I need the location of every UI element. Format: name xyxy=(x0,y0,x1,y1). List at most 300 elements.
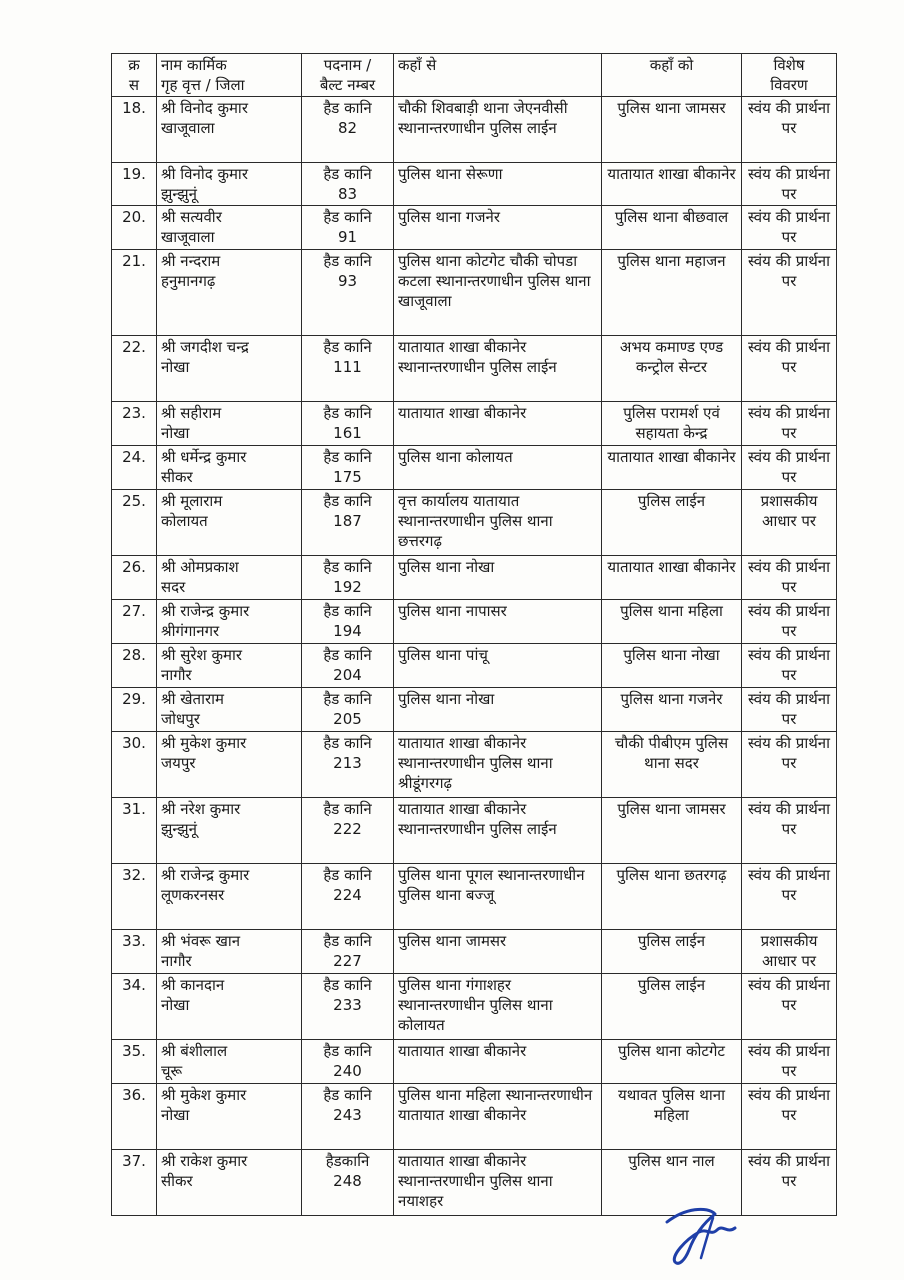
serial-number: 28. xyxy=(122,646,146,664)
remarks-cell xyxy=(742,688,837,732)
serial-number: 34. xyxy=(122,976,146,994)
name-cell xyxy=(157,1084,302,1150)
home-district: जयपुर xyxy=(161,754,196,772)
name-cell xyxy=(157,732,302,798)
table-row xyxy=(112,490,837,556)
to-cell xyxy=(602,556,742,600)
serial-cell xyxy=(112,490,157,556)
to-cell xyxy=(602,336,742,402)
home-district: कोलायत xyxy=(161,512,208,530)
table-row xyxy=(112,402,837,446)
employee-name: श्री सहीराम xyxy=(161,404,222,422)
to-cell xyxy=(602,1084,742,1150)
remarks: स्वंय की प्रार्थना पर xyxy=(747,734,831,772)
transfer-to: पुलिस थाना जामसर xyxy=(617,800,726,818)
serial-number: 31. xyxy=(122,800,146,818)
home-district: झुन्झुनूं xyxy=(161,820,197,838)
from-cell xyxy=(394,336,602,402)
remarks-cell xyxy=(742,446,837,490)
belt-number: 243 xyxy=(333,1106,362,1124)
designation: हैड कानि xyxy=(323,646,372,664)
from-cell xyxy=(394,163,602,206)
employee-name: श्री बंशीलाल xyxy=(161,1042,228,1060)
belt-number: 233 xyxy=(333,996,362,1014)
employee-name: श्री राजेन्द्र कुमार xyxy=(161,866,250,884)
remarks: स्वंय की प्रार्थना पर xyxy=(747,1042,831,1080)
employee-name: श्री राजेन्द्र कुमार xyxy=(161,602,250,620)
remarks-cell xyxy=(742,490,837,556)
to-cell xyxy=(602,644,742,688)
belt-number: 93 xyxy=(337,272,358,290)
home-district: सीकर xyxy=(161,1172,193,1190)
employee-name: श्री विनोद कुमार xyxy=(161,99,248,117)
designation: हैड कानि xyxy=(323,734,372,752)
transfer-to: पुलिस थाना छतरगढ़ xyxy=(616,866,727,884)
belt-number: 205 xyxy=(333,710,362,728)
home-district: खाजूवाला xyxy=(161,119,215,137)
remarks-cell xyxy=(742,250,837,336)
home-district: लूणकरनसर xyxy=(161,886,225,904)
home-district: नागौर xyxy=(161,952,192,970)
serial-number: 27. xyxy=(122,602,146,620)
post-cell xyxy=(302,250,394,336)
serial-cell xyxy=(112,1150,157,1216)
transfer-from: पुलिस थाना पूगल स्थानान्तरणाधीन पुलिस थाना बज्जू xyxy=(398,866,585,904)
post-cell xyxy=(302,1040,394,1084)
post-cell xyxy=(302,97,394,163)
serial-cell xyxy=(112,446,157,490)
home-district: श्रीगंगानगर xyxy=(161,622,220,640)
serial-cell xyxy=(112,1040,157,1084)
employee-name: श्री विनोद कुमार xyxy=(161,165,248,183)
name-cell xyxy=(157,600,302,644)
designation: हैड कानि xyxy=(323,99,372,117)
belt-number: 111 xyxy=(333,358,362,376)
designation: हैडकानि xyxy=(325,1152,370,1170)
name-cell xyxy=(157,974,302,1040)
remarks-cell xyxy=(742,97,837,163)
belt-number: 192 xyxy=(333,578,362,596)
belt-number: 222 xyxy=(333,820,362,838)
transfer-to: पुलिस थान नाल xyxy=(628,1152,715,1170)
serial-number: 37. xyxy=(122,1152,146,1170)
belt-number: 204 xyxy=(333,666,362,684)
from-cell xyxy=(394,1084,602,1150)
transfer-to: पुलिस लाईन xyxy=(637,492,706,510)
home-district: सदर xyxy=(161,578,186,596)
serial-cell xyxy=(112,250,157,336)
table-row xyxy=(112,336,837,402)
serial-number: 18. xyxy=(122,99,146,117)
transfer-from: पुलिस थाना जामसर xyxy=(398,932,507,950)
transfer-from: चौकी शिवबाड़ी थाना जेएनवीसी स्थानान्तरणाधीन पुलिस लाईन xyxy=(398,99,568,137)
transfer-to: पुलिस थाना कोटगेट xyxy=(618,1042,725,1060)
name-cell xyxy=(157,336,302,402)
transfer-to: पुलिस परामर्श एवं सहायता केन्द्र xyxy=(623,404,720,442)
to-cell xyxy=(602,163,742,206)
transfer-to: चौकी पीबीएम पुलिस थाना सदर xyxy=(614,734,729,772)
table-row xyxy=(112,644,837,688)
belt-number: 227 xyxy=(333,952,362,970)
transfer-to: पुलिस थाना महिला xyxy=(620,602,723,620)
serial-number: 32. xyxy=(122,866,146,884)
table-row xyxy=(112,163,837,206)
header-remarks: विशेष विवरण xyxy=(742,54,837,97)
employee-name: श्री मुकेश कुमार xyxy=(161,1086,247,1104)
remarks: स्वंय की प्रार्थना पर xyxy=(747,99,831,137)
post-cell xyxy=(302,336,394,402)
remarks: स्वंय की प्रार्थना पर xyxy=(747,602,831,640)
remarks: स्वंय की प्रार्थना पर xyxy=(747,866,831,904)
name-cell xyxy=(157,163,302,206)
remarks-cell xyxy=(742,864,837,930)
transfer-to: यातायात शाखा बीकानेर xyxy=(607,165,736,183)
employee-name: श्री सुरेश कुमार xyxy=(161,646,243,664)
designation: हैड कानि xyxy=(323,1086,372,1104)
transfer-table xyxy=(111,53,837,1216)
to-cell xyxy=(602,798,742,864)
belt-number: 213 xyxy=(333,754,362,772)
transfer-from: यातायात शाखा बीकानेर स्थानान्तरणाधीन पुलिस लाईन xyxy=(398,800,557,838)
transfer-from: यातायात शाखा बीकानेर स्थानान्तरणाधीन पुलिस थाना नयाशहर xyxy=(398,1152,553,1210)
remarks: स्वंय की प्रार्थना पर xyxy=(747,558,831,596)
employee-name: श्री भंवरू खान xyxy=(161,932,241,950)
transfer-from: यातायात शाखा बीकानेर xyxy=(398,404,527,422)
signature xyxy=(655,1200,745,1270)
designation: हैड कानि xyxy=(323,448,372,466)
serial-number: 36. xyxy=(122,1086,146,1104)
belt-number: 82 xyxy=(337,119,358,137)
serial-number: 26. xyxy=(122,558,146,576)
serial-cell xyxy=(112,930,157,974)
serial-cell xyxy=(112,688,157,732)
to-cell xyxy=(602,97,742,163)
serial-cell xyxy=(112,864,157,930)
belt-number: 175 xyxy=(333,468,362,486)
designation: हैड कानि xyxy=(323,800,372,818)
to-cell xyxy=(602,402,742,446)
remarks: स्वंय की प्रार्थना पर xyxy=(747,208,831,246)
to-cell xyxy=(602,974,742,1040)
designation: हैड कानि xyxy=(323,866,372,884)
transfer-from: वृत्त कार्यालय यातायात स्थानान्तरणाधीन पुलिस थाना छत्तरगढ़ xyxy=(398,492,553,550)
name-cell xyxy=(157,556,302,600)
transfer-to: पुलिस थाना बीछवाल xyxy=(614,208,729,226)
employee-name: श्री राकेश कुमार xyxy=(161,1152,248,1170)
to-cell xyxy=(602,688,742,732)
transfer-from: पुलिस थाना नापासर xyxy=(398,602,507,620)
belt-number: 194 xyxy=(333,622,362,640)
table-row xyxy=(112,600,837,644)
post-cell xyxy=(302,974,394,1040)
remarks-cell xyxy=(742,336,837,402)
post-cell xyxy=(302,930,394,974)
remarks: स्वंय की प्रार्थना पर xyxy=(747,646,831,684)
remarks: स्वंय की प्रार्थना पर xyxy=(747,252,831,290)
remarks-cell xyxy=(742,163,837,206)
table-row xyxy=(112,97,837,163)
designation: हैड कानि xyxy=(323,558,372,576)
from-cell xyxy=(394,97,602,163)
remarks: स्वंय की प्रार्थना पर xyxy=(747,404,831,442)
designation: हैड कानि xyxy=(323,208,372,226)
transfer-to: पुलिस लाईन xyxy=(637,932,706,950)
employee-name: श्री मुकेश कुमार xyxy=(161,734,247,752)
transfer-to: पुलिस थाना जामसर xyxy=(617,99,726,117)
post-cell xyxy=(302,1084,394,1150)
table-row xyxy=(112,930,837,974)
from-cell xyxy=(394,864,602,930)
transfer-from: यातायात शाखा बीकानेर xyxy=(398,1042,527,1060)
remarks-cell xyxy=(742,798,837,864)
from-cell xyxy=(394,490,602,556)
transfer-to: यथावत पुलिस थाना महिला xyxy=(618,1086,725,1124)
to-cell xyxy=(602,446,742,490)
employee-name: श्री मूलाराम xyxy=(161,492,223,510)
home-district: नोखा xyxy=(161,996,190,1014)
home-district: सीकर xyxy=(161,468,193,486)
serial-cell xyxy=(112,402,157,446)
employee-name: श्री जगदीश चन्द्र xyxy=(161,338,249,356)
remarks-cell xyxy=(742,1040,837,1084)
table-row xyxy=(112,556,837,600)
serial-number: 22. xyxy=(122,338,146,356)
belt-number: 187 xyxy=(333,512,362,530)
home-district: नोखा xyxy=(161,424,190,442)
post-cell xyxy=(302,446,394,490)
serial-number: 33. xyxy=(122,932,146,950)
name-cell xyxy=(157,490,302,556)
table-row xyxy=(112,864,837,930)
remarks-cell xyxy=(742,644,837,688)
from-cell xyxy=(394,402,602,446)
home-district: जोधपुर xyxy=(161,710,200,728)
designation: हैड कानि xyxy=(323,338,372,356)
belt-number: 240 xyxy=(333,1062,362,1080)
header-from: कहाँ से xyxy=(394,54,602,97)
remarks: स्वंय की प्रार्थना पर xyxy=(747,690,831,728)
from-cell xyxy=(394,644,602,688)
header-post: पदनाम / बैल्ट नम्बर xyxy=(302,54,394,97)
employee-name: श्री धर्मेन्द्र कुमार xyxy=(161,448,247,466)
remarks: प्रशासकीय आधार पर xyxy=(760,932,818,970)
transfer-from: यातायात शाखा बीकानेर स्थानान्तरणाधीन पुलिस लाईन xyxy=(398,338,557,376)
serial-cell xyxy=(112,798,157,864)
transfer-from: पुलिस थाना नोखा xyxy=(398,690,495,708)
transfer-from: पुलिस थाना नोखा xyxy=(398,558,495,576)
remarks: स्वंय की प्रार्थना पर xyxy=(747,976,831,1014)
post-cell xyxy=(302,556,394,600)
post-cell xyxy=(302,798,394,864)
header-row xyxy=(112,54,837,97)
serial-number: 30. xyxy=(122,734,146,752)
post-cell xyxy=(302,163,394,206)
name-cell xyxy=(157,930,302,974)
remarks: स्वंय की प्रार्थना पर xyxy=(747,800,831,838)
transfer-to: यातायात शाखा बीकानेर xyxy=(607,448,736,466)
serial-cell xyxy=(112,163,157,206)
remarks-cell xyxy=(742,930,837,974)
employee-name: श्री खेताराम xyxy=(161,690,224,708)
post-cell xyxy=(302,732,394,798)
belt-number: 83 xyxy=(337,185,358,203)
post-cell xyxy=(302,206,394,250)
from-cell xyxy=(394,798,602,864)
table-row xyxy=(112,798,837,864)
table-row xyxy=(112,688,837,732)
post-cell xyxy=(302,688,394,732)
employee-name: श्री नरेश कुमार xyxy=(161,800,241,818)
belt-number: 248 xyxy=(333,1172,362,1190)
serial-number: 20. xyxy=(122,208,146,226)
to-cell xyxy=(602,250,742,336)
name-cell xyxy=(157,250,302,336)
table-row xyxy=(112,206,837,250)
header-serial: क्र स xyxy=(112,54,157,97)
serial-number: 35. xyxy=(122,1042,146,1060)
from-cell xyxy=(394,930,602,974)
name-cell xyxy=(157,798,302,864)
table-row xyxy=(112,1084,837,1150)
designation: हैड कानि xyxy=(323,165,372,183)
from-cell xyxy=(394,250,602,336)
belt-number: 224 xyxy=(333,886,362,904)
table-row xyxy=(112,732,837,798)
transfer-from: पुलिस थाना कोलायत xyxy=(398,448,513,466)
serial-number: 21. xyxy=(122,252,146,270)
table-row xyxy=(112,974,837,1040)
remarks: स्वंय की प्रार्थना पर xyxy=(747,165,831,203)
remarks: स्वंय की प्रार्थना पर xyxy=(747,338,831,376)
transfer-from: पुलिस थाना महिला स्थानान्तरणाधीन यातायात शाखा बीकानेर xyxy=(398,1086,593,1124)
name-cell xyxy=(157,1040,302,1084)
table-row xyxy=(112,250,837,336)
remarks-cell xyxy=(742,1150,837,1216)
serial-cell xyxy=(112,336,157,402)
transfer-from: पुलिस थाना पांचू xyxy=(398,646,488,664)
transfer-from: पुलिस थाना सेरूणा xyxy=(398,165,503,183)
to-cell xyxy=(602,206,742,250)
remarks: स्वंय की प्रार्थना पर xyxy=(747,1086,831,1124)
belt-number: 91 xyxy=(337,228,358,246)
serial-cell xyxy=(112,732,157,798)
to-cell xyxy=(602,490,742,556)
from-cell xyxy=(394,556,602,600)
post-cell xyxy=(302,490,394,556)
serial-number: 29. xyxy=(122,690,146,708)
designation: हैड कानि xyxy=(323,1042,372,1060)
to-cell xyxy=(602,930,742,974)
remarks-cell xyxy=(742,732,837,798)
to-cell xyxy=(602,600,742,644)
employee-name: श्री कानदान xyxy=(161,976,225,994)
serial-number: 19. xyxy=(122,165,146,183)
from-cell xyxy=(394,1040,602,1084)
remarks-cell xyxy=(742,206,837,250)
from-cell xyxy=(394,1150,602,1216)
designation: हैड कानि xyxy=(323,976,372,994)
transfer-from: पुलिस थाना गजनेर xyxy=(398,208,500,226)
serial-cell xyxy=(112,974,157,1040)
designation: हैड कानि xyxy=(323,602,372,620)
post-cell xyxy=(302,1150,394,1216)
serial-cell xyxy=(112,97,157,163)
from-cell xyxy=(394,600,602,644)
from-cell xyxy=(394,206,602,250)
from-cell xyxy=(394,446,602,490)
designation: हैड कानि xyxy=(323,404,372,422)
belt-number: 161 xyxy=(333,424,362,442)
designation: हैड कानि xyxy=(323,690,372,708)
transfer-to: पुलिस लाईन xyxy=(637,976,706,994)
post-cell xyxy=(302,402,394,446)
designation: हैड कानि xyxy=(323,932,372,950)
serial-cell xyxy=(112,600,157,644)
serial-cell xyxy=(112,556,157,600)
transfer-to: यातायात शाखा बीकानेर xyxy=(607,558,736,576)
remarks-cell xyxy=(742,556,837,600)
home-district: झुन्झुनूं xyxy=(161,185,197,203)
transfer-from: पुलिस थाना कोटगेट चौकी चोपडा कटला स्थानान्तरणाधीन पुलिस थाना खाजूवाला xyxy=(398,252,591,310)
name-cell xyxy=(157,688,302,732)
remarks: स्वंय की प्रार्थना पर xyxy=(747,1152,831,1190)
name-cell xyxy=(157,1150,302,1216)
name-cell xyxy=(157,206,302,250)
employee-name: श्री ओमप्रकाश xyxy=(161,558,239,576)
from-cell xyxy=(394,688,602,732)
name-cell xyxy=(157,864,302,930)
transfer-from: पुलिस थाना गंगाशहर स्थानान्तरणाधीन पुलिस थाना कोलायत xyxy=(398,976,553,1034)
to-cell xyxy=(602,1040,742,1084)
serial-number: 24. xyxy=(122,448,146,466)
employee-name: श्री सत्यवीर xyxy=(161,208,222,226)
home-district: खाजूवाला xyxy=(161,228,215,246)
home-district: चूरू xyxy=(161,1062,183,1080)
post-cell xyxy=(302,600,394,644)
transfer-to: पुलिस थाना गजनेर xyxy=(620,690,723,708)
name-cell xyxy=(157,97,302,163)
home-district: नोखा xyxy=(161,358,190,376)
transfer-to: पुलिस थाना नोखा xyxy=(623,646,720,664)
transfer-to: अभय कमाण्ड एण्ड कन्ट्रोल सेन्टर xyxy=(619,338,724,376)
from-cell xyxy=(394,732,602,798)
home-district: हनुमानगढ़ xyxy=(161,272,216,290)
table-row xyxy=(112,1040,837,1084)
name-cell xyxy=(157,644,302,688)
serial-cell xyxy=(112,1084,157,1150)
post-cell xyxy=(302,864,394,930)
to-cell xyxy=(602,864,742,930)
employee-name: श्री नन्दराम xyxy=(161,252,221,270)
transfer-from: यातायात शाखा बीकानेर स्थानान्तरणाधीन पुलिस थाना श्रीडूंगरगढ़ xyxy=(398,734,553,792)
remarks: प्रशासकीय आधार पर xyxy=(760,492,818,530)
header-to: कहाँ को xyxy=(602,54,742,97)
remarks-cell xyxy=(742,974,837,1040)
table-row xyxy=(112,446,837,490)
name-cell xyxy=(157,402,302,446)
remarks-cell xyxy=(742,1084,837,1150)
name-cell xyxy=(157,446,302,490)
serial-number: 23. xyxy=(122,404,146,422)
remarks-cell xyxy=(742,600,837,644)
header-name: नाम कार्मिक गृह वृत्त / जिला xyxy=(157,54,302,97)
post-cell xyxy=(302,644,394,688)
from-cell xyxy=(394,974,602,1040)
serial-number: 25. xyxy=(122,492,146,510)
designation: हैड कानि xyxy=(323,252,372,270)
home-district: नागौर xyxy=(161,666,192,684)
serial-cell xyxy=(112,206,157,250)
